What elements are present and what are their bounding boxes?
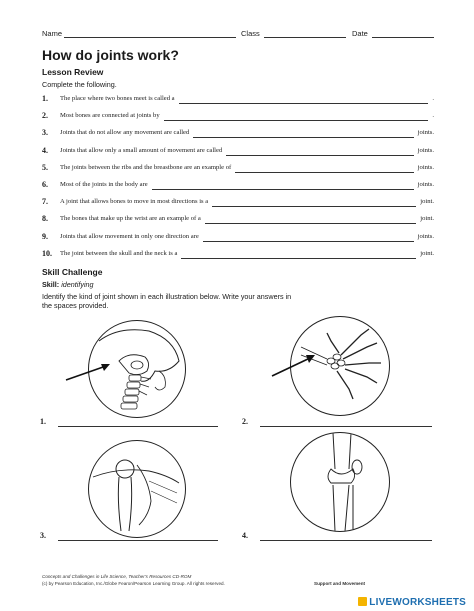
- date-field[interactable]: [372, 29, 434, 38]
- question-number: 6.: [42, 180, 48, 189]
- question-ending: joints.: [417, 163, 434, 171]
- liveworksheets-logo: [358, 597, 466, 608]
- answer-label-3: 3.: [40, 531, 46, 540]
- arrow-icon: [270, 350, 320, 380]
- answer-blank[interactable]: [203, 241, 414, 242]
- illustration-shoulder: [88, 440, 186, 538]
- class-field[interactable]: [264, 29, 346, 38]
- question-number: 1.: [42, 94, 48, 103]
- question-item: [42, 214, 442, 226]
- question-item: [42, 249, 442, 261]
- arrow-icon: [64, 360, 114, 384]
- question-text: The bones that make up the wrist are an example of a: [60, 215, 201, 223]
- skill-value: identifying: [61, 280, 94, 289]
- answer-blank[interactable]: [226, 155, 413, 156]
- question-ending: joints.: [417, 232, 434, 240]
- answer-blank[interactable]: [212, 206, 416, 207]
- question-ending: .: [432, 95, 434, 102]
- answer-blank[interactable]: [152, 189, 414, 190]
- answer-blank[interactable]: [181, 258, 416, 259]
- question-ending: joints.: [417, 129, 434, 137]
- question-number: 3.: [42, 128, 48, 138]
- question-number: 10.: [42, 248, 52, 258]
- answer-blank[interactable]: [193, 137, 413, 138]
- class-label: Class: [241, 29, 260, 38]
- name-field[interactable]: [64, 29, 236, 38]
- question-number: 7.: [42, 197, 48, 207]
- question-item: [42, 111, 442, 123]
- skill-instruction-line1: Identify the kind of joint shown in each illustration below. Write your answers in: [42, 292, 292, 301]
- question-number: 9.: [42, 231, 48, 241]
- answer-field-4[interactable]: [260, 539, 432, 541]
- question-number: 8.: [42, 214, 48, 224]
- question-text: The place where two bones meet is called a: [60, 95, 175, 102]
- answer-blank[interactable]: [235, 172, 413, 173]
- question-ending: joint.: [420, 215, 434, 223]
- question-text: The joints between the ribs and the breastbone are an example of: [60, 163, 232, 171]
- answer-field-3[interactable]: [58, 539, 218, 541]
- question-item: [42, 163, 442, 175]
- knee-drawing: [291, 433, 389, 531]
- illustration-knee: [290, 432, 390, 532]
- lesson-review-heading: Lesson Review: [42, 67, 104, 77]
- answer-label-2: 2.: [242, 417, 248, 426]
- question-ending: .: [432, 112, 434, 120]
- footer-section: Support and Movement: [314, 581, 366, 586]
- question-item: [42, 146, 442, 158]
- question-text: Joints that allow only a small amount of movement are called: [60, 146, 223, 154]
- answer-blank[interactable]: [205, 223, 416, 224]
- question-number: 4.: [42, 145, 48, 155]
- answer-blank[interactable]: [164, 120, 429, 121]
- answer-label-1: 1.: [40, 417, 46, 426]
- question-number: 5.: [42, 162, 48, 172]
- answer-field-1[interactable]: [58, 425, 218, 427]
- lesson-review-instruction: Complete the following.: [42, 80, 117, 89]
- question-text: Most of the joints in the body are: [60, 181, 148, 188]
- brand-name: LIVEWORKSHEETS: [369, 597, 466, 608]
- footer-line2: (c) by Pearson Education, Inc./Globe Fearon/Pearson Learning Group. All rights reserved.: [42, 581, 225, 586]
- answer-blank[interactable]: [179, 103, 429, 104]
- shoulder-drawing: [89, 441, 185, 537]
- question-text: Joints that allow movement in only one direction are: [60, 232, 199, 240]
- skill-instruction-line2: the spaces provided.: [42, 301, 109, 310]
- question-ending: joints.: [417, 181, 434, 188]
- name-label: Name: [42, 29, 63, 38]
- question-ending: joint.: [420, 198, 434, 206]
- question-item: [42, 232, 442, 244]
- question-text: The joint between the skull and the neck is a: [60, 249, 178, 257]
- question-item: [42, 128, 442, 140]
- footer-line1: Concepts and Challenges in Life Science, Teacher's Resources CD-ROM: [42, 574, 192, 579]
- question-text: Most bones are connected at joints by: [60, 112, 160, 120]
- question-ending: joints.: [417, 146, 434, 154]
- question-text: Joints that do not allow any movement are called: [60, 129, 190, 137]
- question-item: [42, 94, 442, 106]
- question-ending: joint.: [420, 249, 434, 257]
- question-number: 2.: [42, 111, 48, 121]
- page-title: How do joints work?: [42, 47, 179, 63]
- question-item: [42, 180, 442, 192]
- date-label: Date: [352, 29, 368, 38]
- skill-label: Skill:: [42, 280, 60, 289]
- question-item: [42, 197, 442, 209]
- liveworksheets-icon: [358, 597, 367, 606]
- answer-label-4: 4.: [242, 531, 248, 540]
- question-text: A joint that allows bones to move in most directions is a: [60, 198, 209, 206]
- skill-challenge-heading: Skill Challenge: [42, 267, 103, 277]
- answer-field-2[interactable]: [260, 425, 432, 427]
